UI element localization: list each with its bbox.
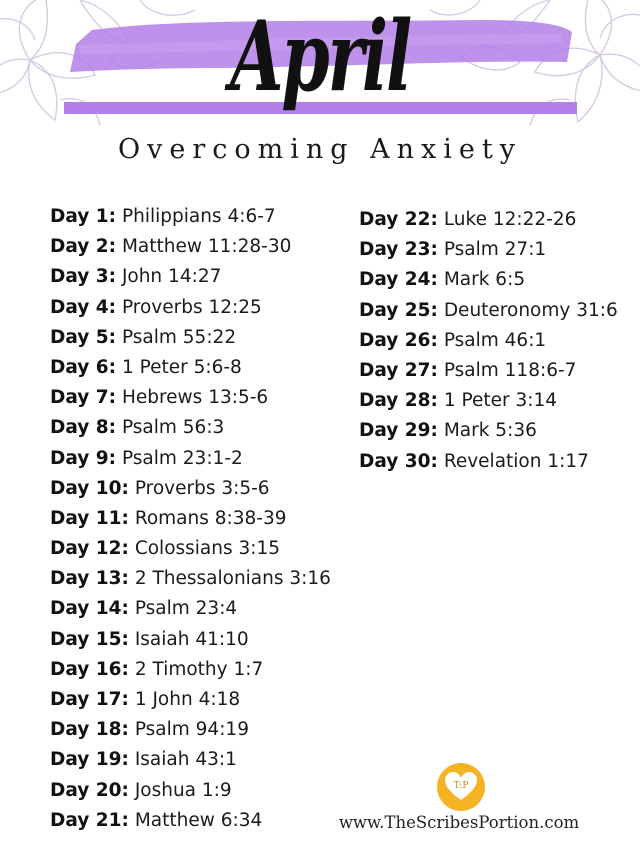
- day-label: Day 9:: [50, 447, 117, 469]
- day-label: Day 12:: [50, 538, 129, 560]
- reading-item: [50, 202, 331, 232]
- reading-item: [50, 534, 331, 564]
- scripture-reference: Luke 12:22-26: [443, 209, 577, 230]
- scripture-reference: Revelation 1:17: [443, 450, 589, 472]
- day-label: Day 1:: [50, 206, 117, 227]
- scripture-reference: 1 Peter 5:6-8: [121, 356, 242, 378]
- page-title: April: [229, 0, 411, 113]
- reading-item: [359, 356, 618, 386]
- scripture-reference: 1 John 4:18: [134, 689, 241, 710]
- day-label: Day 19:: [50, 749, 129, 771]
- scripture-reference: Colossians 3:15: [134, 538, 281, 560]
- reading-item: [50, 232, 331, 262]
- scripture-reference: Psalm 27:1: [443, 239, 547, 261]
- day-label: Day 29:: [359, 420, 438, 442]
- reading-item: [50, 685, 331, 715]
- reading-item: [50, 444, 331, 474]
- reading-item: [50, 413, 331, 443]
- reading-item: [50, 474, 331, 504]
- day-label: Day 17:: [50, 689, 129, 710]
- reading-item: [50, 564, 331, 594]
- scripture-reference: Hebrews 13:5-6: [121, 387, 269, 409]
- day-label: Day 2:: [50, 236, 117, 258]
- logo-text: T:P: [453, 781, 469, 791]
- reading-item: [50, 504, 331, 534]
- scripture-reference: Deuteronomy 31:6: [443, 299, 618, 321]
- scripture-reference: Psalm 23:4: [134, 598, 238, 620]
- reading-item: [359, 326, 618, 356]
- scripture-reference: Isaiah 41:10: [134, 628, 249, 650]
- day-label: Day 25:: [359, 299, 438, 321]
- reading-item: [50, 383, 331, 413]
- scripture-reference: Philippians 4:6-7: [121, 206, 276, 227]
- reading-list-right: [359, 205, 618, 477]
- reading-item: [359, 205, 618, 235]
- scripture-reference: 2 Thessalonians 3:16: [134, 568, 331, 590]
- day-label: Day 14:: [50, 598, 129, 620]
- day-label: Day 8:: [50, 417, 117, 439]
- reading-item: [359, 235, 618, 265]
- scripture-reference: Isaiah 43:1: [134, 749, 237, 771]
- reading-item: [359, 386, 618, 416]
- scripture-reference: 2 Timothy 1:7: [134, 658, 264, 680]
- scripture-reference: Matthew 6:34: [134, 809, 263, 831]
- reading-item: [50, 594, 331, 624]
- reading-item: [50, 715, 331, 745]
- day-label: Day 5:: [50, 326, 117, 348]
- day-label: Day 16:: [50, 658, 129, 680]
- scripture-reference: Psalm 94:19: [134, 719, 249, 741]
- day-label: Day 26:: [359, 329, 438, 351]
- reading-item: [50, 323, 331, 353]
- day-label: Day 18:: [50, 719, 129, 741]
- scripture-reference: Psalm 56:3: [121, 417, 225, 439]
- reading-item: [359, 447, 618, 477]
- scripture-reference: 1 Peter 3:14: [443, 390, 558, 412]
- scripture-reference: John 14:27: [121, 266, 222, 288]
- reading-item: [50, 353, 331, 383]
- reading-item: [359, 265, 618, 295]
- day-label: Day 6:: [50, 356, 117, 378]
- reading-item: [359, 416, 618, 446]
- scripture-reference: Matthew 11:28-30: [121, 236, 292, 258]
- day-label: Day 4:: [50, 296, 117, 318]
- reading-item: [50, 745, 331, 775]
- scripture-reference: Joshua 1:9: [134, 779, 232, 801]
- page-subtitle: Overcoming Anxiety: [118, 134, 522, 165]
- reading-item: [50, 806, 331, 836]
- reading-item: [50, 293, 331, 323]
- scripture-reference: Psalm 23:1-2: [121, 447, 243, 469]
- reading-item: [50, 655, 331, 685]
- day-label: Day 3:: [50, 266, 117, 288]
- scripture-reference: Psalm 46:1: [443, 329, 547, 351]
- day-label: Day 7:: [50, 387, 117, 409]
- reading-item: [50, 262, 331, 292]
- day-label: Day 21:: [50, 809, 129, 831]
- reading-list-left: [50, 202, 331, 836]
- reading-item: [50, 776, 331, 806]
- scripture-reference: Mark 5:36: [443, 420, 537, 442]
- day-label: Day 22:: [359, 209, 438, 230]
- scripture-reference: Mark 6:5: [443, 269, 526, 291]
- scripture-reference: Proverbs 3:5-6: [134, 477, 270, 499]
- scripture-reference: Romans 8:38-39: [134, 507, 287, 529]
- reading-item: [50, 625, 331, 655]
- day-label: Day 27:: [359, 359, 438, 381]
- scripture-reference: Proverbs 12:25: [121, 296, 262, 318]
- day-label: Day 13:: [50, 568, 129, 590]
- website-url: www.TheScribesPortion.com: [338, 813, 580, 832]
- day-label: Day 10:: [50, 477, 129, 499]
- day-label: Day 30:: [359, 450, 438, 472]
- scripture-reference: Psalm 55:22: [121, 326, 237, 348]
- day-label: Day 24:: [359, 269, 438, 291]
- day-label: Day 28:: [359, 390, 438, 412]
- day-label: Day 23:: [359, 239, 438, 261]
- reading-item: [359, 296, 618, 326]
- day-label: Day 15:: [50, 628, 129, 650]
- heart-logo-icon: [436, 762, 486, 812]
- day-label: Day 11:: [50, 507, 129, 529]
- scripture-reference: Psalm 118:6-7: [443, 359, 577, 381]
- day-label: Day 20:: [50, 779, 129, 801]
